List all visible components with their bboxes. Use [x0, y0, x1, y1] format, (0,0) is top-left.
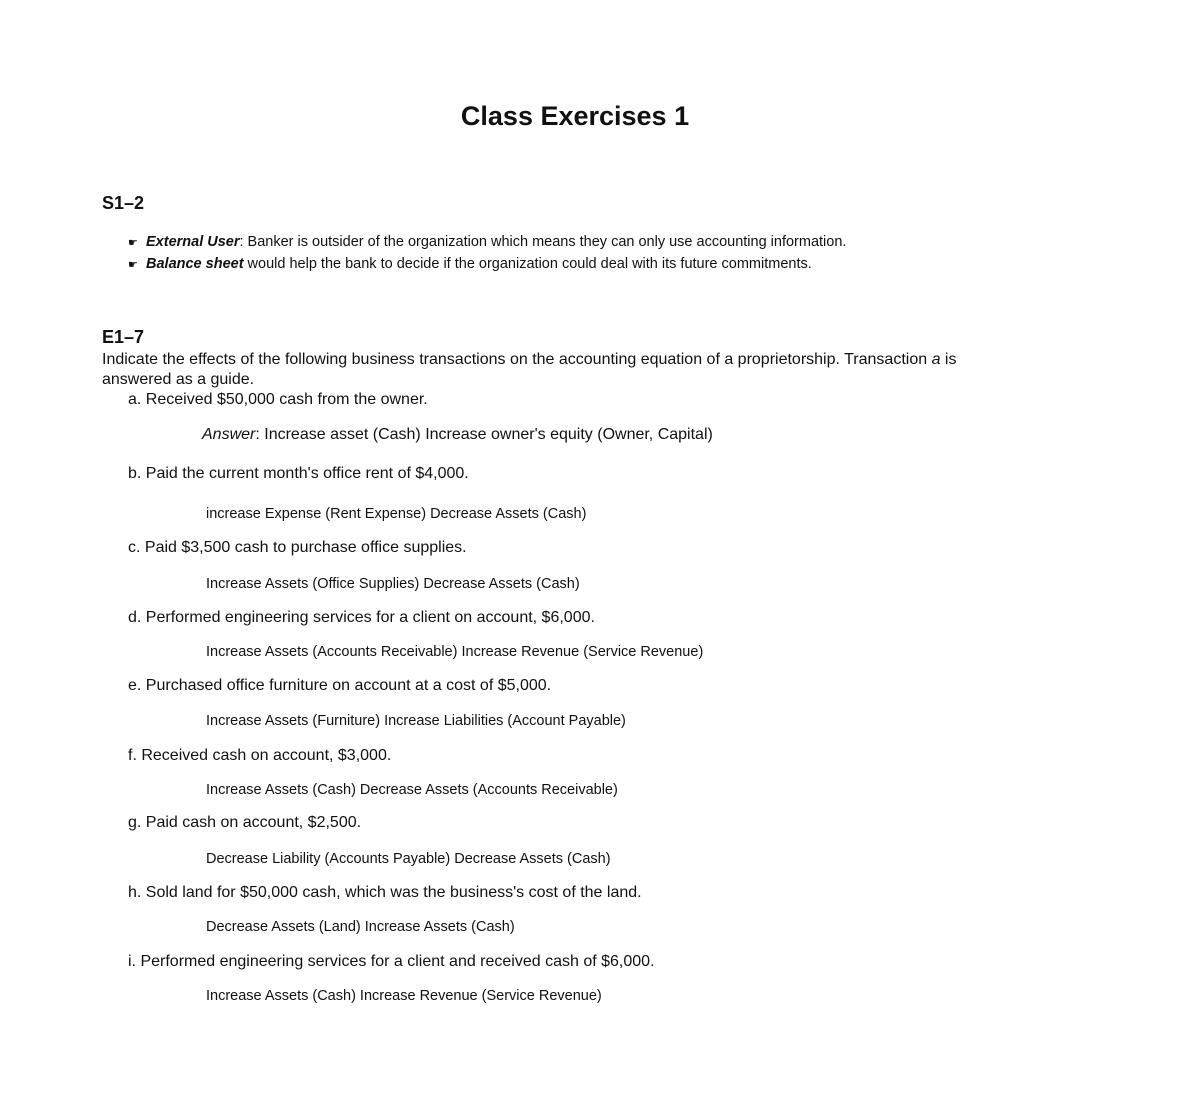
transaction-answer — [202, 426, 713, 444]
transaction-answer: Decrease Assets (Land) Increase Assets (Cash) — [206, 919, 515, 935]
bullet-text: would help the bank to decide if the organization could deal with its future commitments. — [243, 256, 812, 272]
section-heading-s1-2: S1–2 — [102, 193, 145, 213]
transaction-question: h. Sold land for $50,000 cash, which was the business's cost of the land. — [128, 884, 642, 901]
instructions-italic: a — [931, 351, 941, 368]
bullet-lead: Balance sheet — [146, 256, 244, 272]
transaction-question: a. Received $50,000 cash from the owner. — [128, 391, 428, 408]
transaction-question: c. Paid $3,500 cash to purchase office supplies. — [128, 539, 467, 556]
transaction-question: f. Received cash on account, $3,000. — [128, 747, 392, 764]
transaction-answer: increase Expense (Rent Expense) Decrease Assets (Cash) — [206, 506, 587, 522]
transaction-question: i. Performed engineering services for a client and received cash of $6,000. — [128, 953, 655, 970]
exercise-instructions — [102, 350, 1012, 390]
transaction-answer: Increase Assets (Cash) Decrease Assets (Accounts Receivable) — [206, 782, 618, 798]
transaction-question: e. Purchased office furniture on account at a cost of $5,000. — [128, 677, 552, 694]
bullet-lead: External User — [146, 234, 240, 250]
page-title: Class Exercises 1 — [460, 101, 690, 131]
transaction-question: d. Performed engineering services for a client on account, $6,000. — [128, 609, 595, 626]
bullet-item — [128, 234, 846, 250]
hand-pointing-icon: ☛ — [128, 237, 138, 249]
section-heading-e1-7: E1–7 — [102, 327, 145, 347]
bullet-text: : Banker is outsider of the organization which means they can only use accounting information. — [239, 234, 847, 250]
transaction-question: b. Paid the current month's office rent of $4,000. — [128, 465, 469, 482]
instructions-text-end: is answered as a guide. — [102, 351, 957, 388]
transaction-answer: Increase Assets (Accounts Receivable) Increase Revenue (Service Revenue) — [206, 644, 704, 660]
answer-text: : Increase asset (Cash) Increase owner's equity (Owner, Capital) — [255, 426, 713, 443]
answer-label: Answer — [202, 426, 256, 443]
instructions-text: Indicate the effects of the following business transactions on the accounting equation of a proprietorship. Transaction — [102, 351, 932, 368]
transaction-answer: Increase Assets (Furniture) Increase Liabilities (Account Payable) — [206, 713, 626, 729]
transaction-answer: Increase Assets (Office Supplies) Decrease Assets (Cash) — [206, 576, 580, 592]
transaction-question: g. Paid cash on account, $2,500. — [128, 814, 362, 831]
transaction-answer: Decrease Liability (Accounts Payable) Decrease Assets (Cash) — [206, 851, 611, 867]
transaction-answer: Increase Assets (Cash) Increase Revenue (Service Revenue) — [206, 988, 602, 1004]
hand-pointing-icon: ☛ — [128, 259, 138, 271]
bullet-item — [128, 256, 812, 272]
